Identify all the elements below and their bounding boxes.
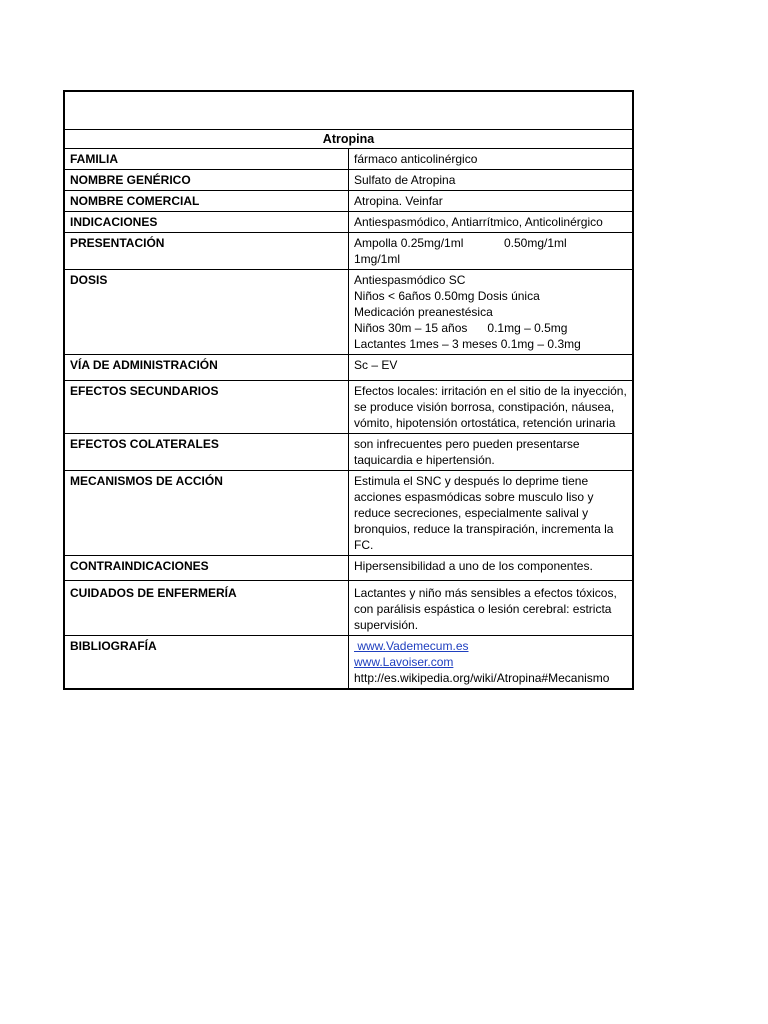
label-generico: NOMBRE GENÉRICO <box>65 170 349 191</box>
wikipedia-url-text: http://es.wikipedia.org/wiki/Atropina#Mecanismo <box>354 671 610 685</box>
table-row-cuidados <box>65 581 632 636</box>
table-row-dosis <box>65 270 632 355</box>
table-row-mecanismos <box>65 471 632 556</box>
label-dosis: DOSIS <box>65 270 349 355</box>
drug-title: Atropina <box>65 130 632 149</box>
table-row-contraindicaciones <box>65 556 632 581</box>
label-secundarios: EFECTOS SECUNDARIOS <box>65 381 349 434</box>
label-contraindicaciones: CONTRAINDICACIONES <box>65 556 349 581</box>
label-cuidados: CUIDADOS DE ENFERMERÍA <box>65 581 349 636</box>
value-presentacion <box>349 233 633 270</box>
title-row <box>65 130 632 149</box>
table-row-generico <box>65 170 632 191</box>
label-colaterales: EFECTOS COLATERALES <box>65 434 349 471</box>
drug-info-sheet <box>63 90 634 690</box>
table-row-bibliografia <box>65 636 632 689</box>
table-row-comercial <box>65 191 632 212</box>
value-dosis <box>349 270 633 355</box>
label-bibliografia: BIBLIOGRAFÍA <box>65 636 349 689</box>
value-bibliografia <box>349 636 633 689</box>
dosis-line: Niños < 6años 0.50mg Dosis única <box>354 289 540 303</box>
label-indicaciones: INDICACIONES <box>65 212 349 233</box>
value-familia: fármaco anticolinérgico <box>349 149 633 170</box>
label-via: VÍA DE ADMINISTRACIÓN <box>65 355 349 381</box>
table-row-presentacion <box>65 233 632 270</box>
label-comercial: NOMBRE COMERCIAL <box>65 191 349 212</box>
presentacion-value-3: 1mg/1ml <box>354 252 401 266</box>
value-contraindicaciones: Hipersensibilidad a uno de los componentes. <box>349 556 633 581</box>
label-presentacion: PRESENTACIÓN <box>65 233 349 270</box>
value-indicaciones: Antiespasmódico, Antiarrítmico, Anticolinérgico <box>349 212 633 233</box>
drug-table <box>65 130 632 688</box>
table-row-colaterales <box>65 434 632 471</box>
table-row-familia <box>65 149 632 170</box>
dosis-line: Lactantes 1mes – 3 meses 0.1mg – 0.3mg <box>354 337 581 351</box>
label-mecanismos: MECANISMOS DE ACCIÓN <box>65 471 349 556</box>
lavoiser-link[interactable]: www.Lavoiser.com <box>354 655 454 669</box>
dosis-line: Niños 30m – 15 años 0.1mg – 0.5mg <box>354 321 568 335</box>
blank-header-row <box>65 92 632 130</box>
value-comercial: Atropina. Veinfar <box>349 191 633 212</box>
value-secundarios: Efectos locales: irritación en el sitio de la inyección, se produce visión borrosa, constipación, náusea, vómito, hipotensión ortostática, retención urinaria <box>349 381 633 434</box>
dosis-line: Medicación preanestésica <box>354 305 493 319</box>
value-generico: Sulfato de Atropina <box>349 170 633 191</box>
presentacion-value-1: Ampolla 0.25mg/1ml <box>354 236 464 250</box>
value-colaterales: son infrecuentes pero pueden presentarse taquicardia e hipertensión. <box>349 434 633 471</box>
dosis-line: Antiespasmódico SC <box>354 273 466 287</box>
table-row-secundarios <box>65 381 632 434</box>
value-cuidados: Lactantes y niño más sensibles a efectos tóxicos, con parálisis espástica o lesión cerebral: estricta supervisión. <box>349 581 633 636</box>
table-row-indicaciones <box>65 212 632 233</box>
value-via: Sc – EV <box>349 355 633 381</box>
label-familia: FAMILIA <box>65 149 349 170</box>
presentacion-value-2: 0.50mg/1ml <box>504 236 567 250</box>
value-mecanismos: Estimula el SNC y después lo deprime tiene acciones espasmódicas sobre musculo liso y reduce secreciones, especialmente salival y bronquios, reduce la transpiración, incrementa la FC. <box>349 471 633 556</box>
table-row-via <box>65 355 632 381</box>
vademecum-link[interactable]: www.Vademecum.es <box>354 639 469 653</box>
